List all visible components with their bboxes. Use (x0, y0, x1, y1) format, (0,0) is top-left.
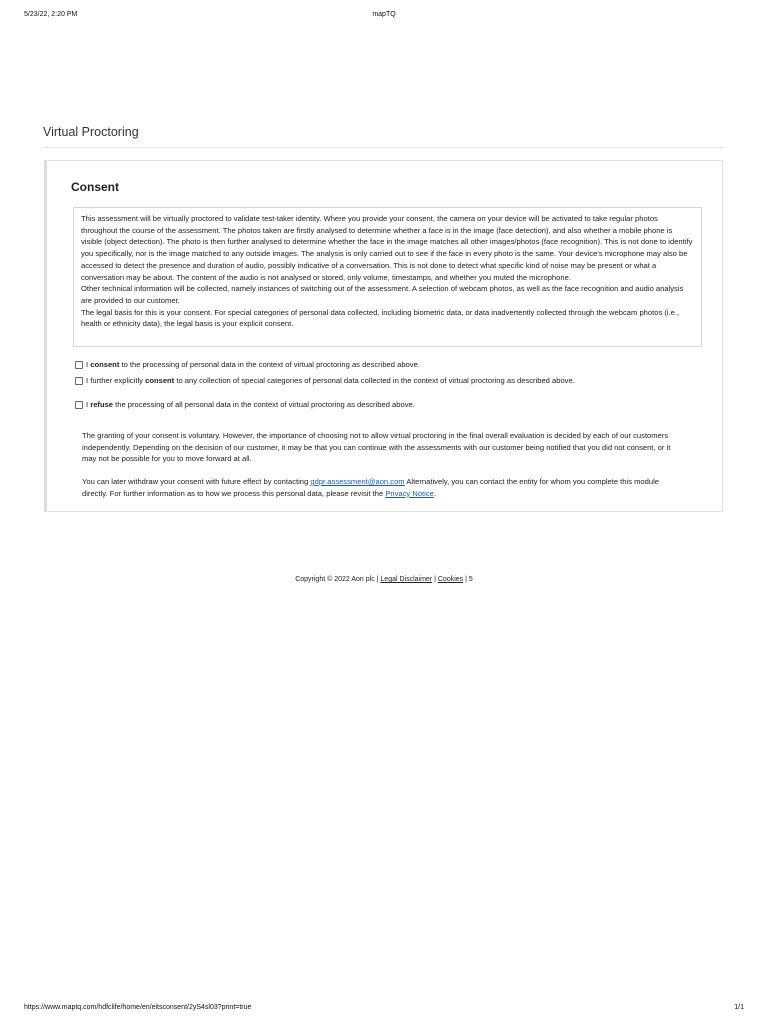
print-date: 5/23/22, 2:20 PM (24, 11, 78, 18)
withdraw-note: You can later withdraw your consent with future effect by contacting gdpr.assessment@aon.com Alternatively, you can contact the entity for whom you complete this module directly. For further information as to how we process this personal data, please revisit the Privacy Notice. (82, 477, 660, 498)
cookies-link[interactable]: Cookies (437, 576, 464, 583)
refuse-checkbox[interactable] (75, 401, 83, 409)
print-title: mapTQ (372, 11, 396, 18)
refuse-option[interactable] (75, 400, 415, 409)
site-footer: Copyright © 2022 Aon plc | Legal Disclaimer | Cookies | 5 (295, 576, 473, 583)
page-title: Virtual Proctoring (43, 125, 139, 139)
print-url: https://www.maptq.com/hdfclife/home/en/eitsconsent/2yS4sl03?print=true (24, 1004, 252, 1011)
consent-paragraph: Other technical information will be collected, namely instances of switching out of the assessment. A selection of webcam photos, as well as the face recognition and audio analysis are provided to our customer. (81, 284, 684, 305)
refuse-option-label: I refuse the processing of all personal data in the context of virtual proctoring as described above. (86, 400, 415, 409)
consent-paragraph: The legal basis for this is your consent. For special categories of personal data collected, including biometric data, or data inadvertently collected through the webcam photos (i.e., health or ethnicity data), the legal basis is your explicit consent. (81, 307, 680, 329)
consent-option[interactable] (75, 360, 420, 369)
legal-disclaimer-link[interactable]: Legal Disclaimer (380, 576, 433, 583)
privacy-notice-link[interactable]: Privacy Notice (385, 488, 434, 498)
consent-text-box[interactable] (73, 207, 702, 347)
explicit-consent-option-label: I further explicitly consent to any collection of special categories of personal data collected in the context of virtual proctoring as described above. (86, 376, 575, 385)
explicit-consent-option[interactable] (75, 376, 575, 385)
email-link[interactable]: gdpr.assessment@aon.com (310, 477, 405, 486)
consent-card (44, 160, 723, 512)
voluntary-note: The granting of your consent is voluntary. However, the importance of choosing not to allow virtual proctoring in the final overall evaluation is decided by each of our customers independently. Depending on the decision of our customer, it may be that you can continue with the assessments with our customer being notified that you did not consent, or it may not be possible for you to move forward at all. (82, 431, 671, 464)
consent-paragraph: This assessment will be virtually proctored to validate test-taker identity. Where you provide your consent, the camera on your device will be activated to take regular photos throughout the course of the assessment. The photos taken are firstly analysed to determine whether a face is in the image (face detection), and also whether a mobile phone is visible (object detection). The photo is then further analysed to determine whether the face in the image matches all other images/photos (face recognition). This is not done to identify you specifically, nor is the image matched to any outside images. The analysis is only carried out to see if the face in every photo is the same. Your device's microphone may also be accessed to detect the presence and duration of audio, possibly indicative of a conversation. This is not done to detect what specific kind of noise may be present or what a conversation may be about. The content of the audio is not analysed or stored, only volume, timestamps, and whether you muted the microphone. (81, 214, 693, 282)
title-divider (43, 147, 724, 148)
card-title: Consent (71, 180, 119, 194)
consent-option-label: I consent to the processing of personal data in the context of virtual proctoring as described above. (86, 360, 420, 369)
print-page-number: 1/1 (734, 1004, 744, 1011)
copyright-text: Copyright © 2022 Aon plc | (295, 576, 381, 583)
consent-checkbox[interactable] (75, 361, 83, 369)
explicit-consent-checkbox[interactable] (75, 377, 83, 385)
